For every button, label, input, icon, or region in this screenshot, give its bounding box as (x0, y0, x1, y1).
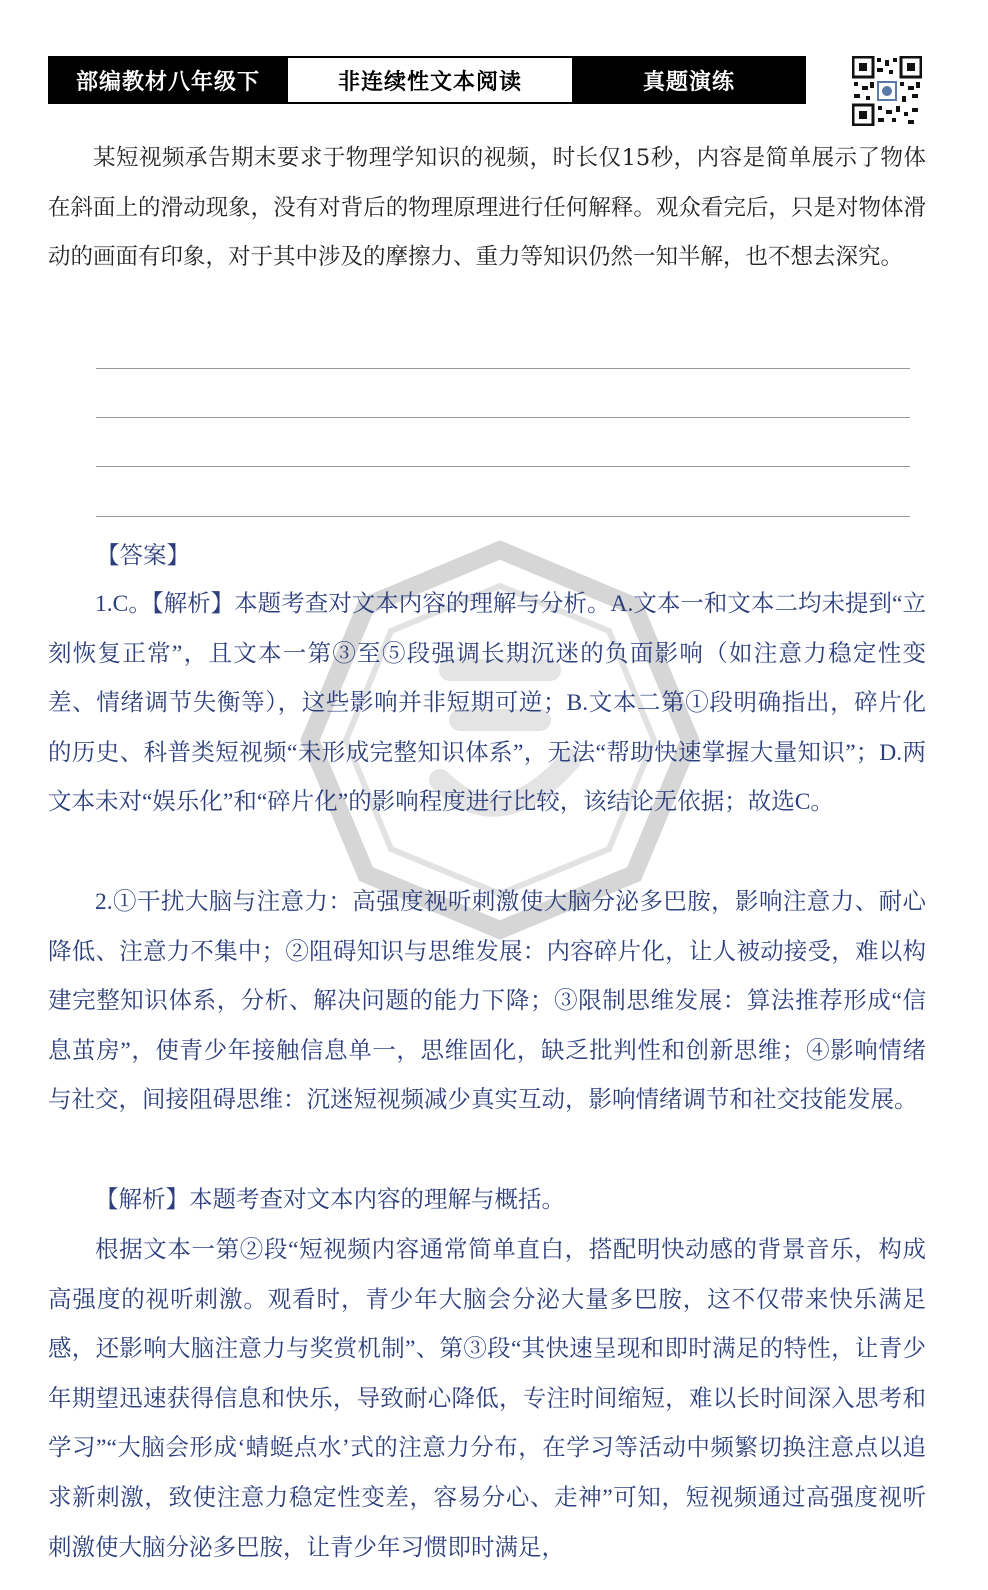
header-grade: 部编教材八年级下 (50, 58, 286, 102)
answer-paragraph-2: 2.①干扰大脑与注意力：高强度视听刺激使大脑分泌多巴胺，影响注意力、耐心降低、注意力不集中；②阻碍知识与思维发展：内容碎片化，让人被动接受，难以构建完整知识体系，分析、解决问题的能力下降；③限制思维发展：算法推荐形成“信息茧房”，使青少年接触信息单一，思维固化，缺乏批判性和创新思维；④影响情绪与社交，间接阻碍思维：沉迷短视频减少真实互动，影响情绪调节和社交技能发展。 (48, 889, 926, 1114)
header-section: 真题演练 (574, 58, 804, 102)
answer-line (96, 466, 910, 467)
qr-code-icon (852, 56, 922, 126)
analysis-heading: 【解析】本题考查对文本内容的理解与概括。 (95, 1187, 565, 1213)
answer-line (96, 417, 910, 418)
answer-paragraph-1: 1.C。【解析】本题考查对文本内容的理解与分析。A.文本一和文本二均未提到“立刻恢复正常”，且文本一第③至⑤段强调长期沉迷的负面影响（如注意力稳定性变差、情绪调节失衡等），这些影响并非短期可逆；B.文本二第①段明确指出，碎片化的历史、科普类短视频“未形成完整知识体系”，无法“帮助快速掌握大量知识”；D.两文本未对“娱乐化”和“碎片化”的影响程度进行比较，该结论无依据；故选C。 (48, 591, 926, 816)
question-paragraph: 某短视频承告期末要求于物理学知识的视频，时长仅15秒，内容是简单展示了物体在斜面上的滑动现象，没有对背后的物理原理进行任何解释。观众看完后，只是对物体滑动的画面有印象，对于其中涉及的摩擦力、重力等知识仍然一知半解，也不想去深究。 (48, 145, 926, 271)
answer-line (96, 368, 910, 369)
analysis-paragraph: 根据文本一第②段“短视频内容通常简单直白，搭配明快动感的背景音乐，构成高强度的视听刺激。观看时，青少年大脑会分泌大量多巴胺，这不仅带来快乐满足感，还影响大脑注意力与奖赏机制”、第③段“其快速呈现和即时满足的特性，让青少年期望迅速获得信息和快乐，导致耐心降低，专注时间缩短，难以长时间深入思考和学习”“大脑会形成‘蜻蜓点水’式的注意力分布，在学习等活动中频繁切换注意点以追求新刺激，致使注意力稳定性变差，容易分心、走神”可知，短视频通过高强度视听刺激使大脑分泌多巴胺，让青少年习惯即时满足， (48, 1237, 926, 1561)
answer-line (96, 516, 910, 517)
answer-label: 【答案】 (96, 543, 190, 569)
header-topic: 非连续性文本阅读 (286, 58, 574, 102)
header-bar (48, 56, 806, 104)
